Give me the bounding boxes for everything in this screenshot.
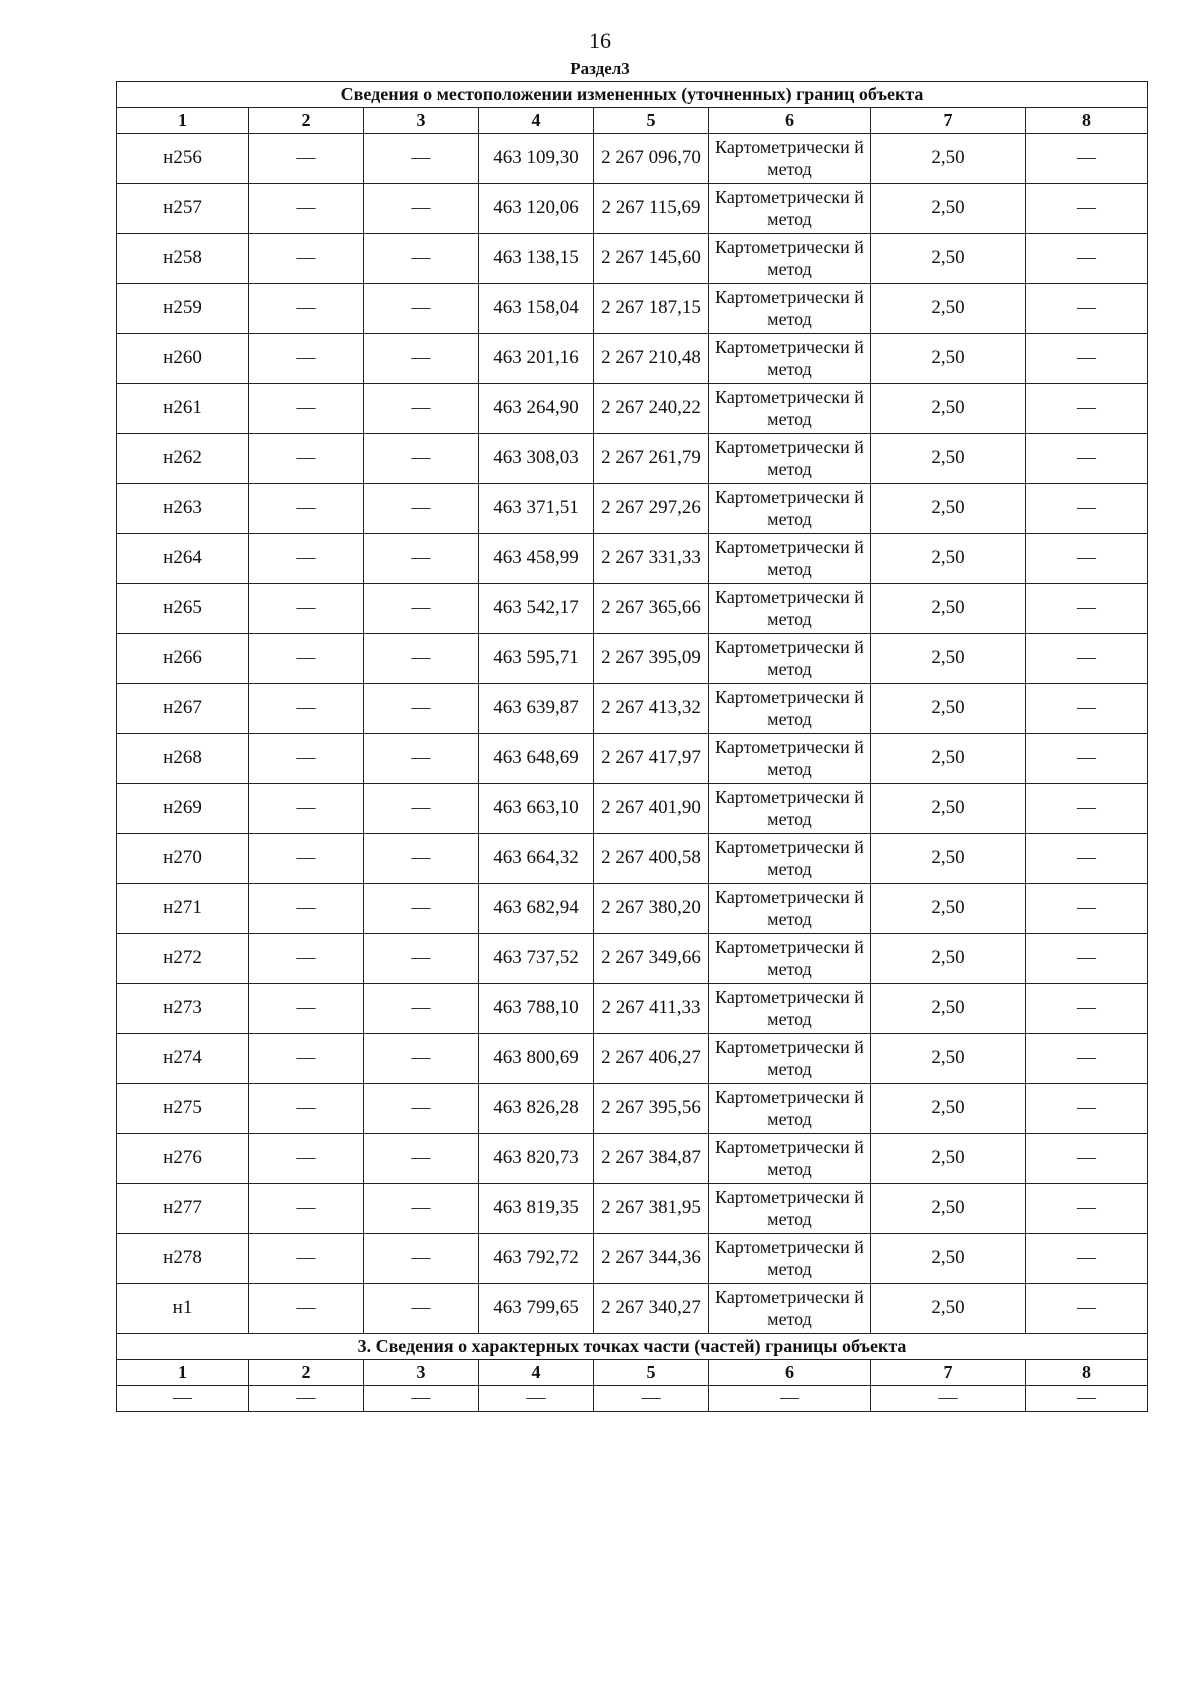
method-cell: Картометрически й метод [709,584,871,634]
col-number: 3 [364,108,479,134]
accuracy-cell: 2,50 [871,1284,1026,1334]
empty-cell: — [364,1284,479,1334]
accuracy-cell: 2,50 [871,484,1026,534]
x-coordinate-cell: 463 308,03 [479,434,594,484]
empty-cell: — [249,834,364,884]
x-coordinate-cell: 463 595,71 [479,634,594,684]
method-cell: Картометрически й метод [709,184,871,234]
y-coordinate-cell: 2 267 340,27 [594,1284,709,1334]
empty-cell: — [364,234,479,284]
empty-cell: — [364,1386,479,1412]
point-cell: н269 [117,784,249,834]
table-row [117,484,1148,534]
point-cell: н261 [117,384,249,434]
col-number: 5 [594,1360,709,1386]
point-cell: н276 [117,1134,249,1184]
point-cell: н259 [117,284,249,334]
table-row [117,1034,1148,1084]
empty-cell: — [709,1386,871,1412]
y-coordinate-cell: 2 267 145,60 [594,234,709,284]
y-coordinate-cell: 2 267 297,26 [594,484,709,534]
y-coordinate-cell: 2 267 384,87 [594,1134,709,1184]
empty-cell: — [249,1134,364,1184]
empty-cell: — [364,534,479,584]
col-number: 7 [871,108,1026,134]
empty-cell: — [249,934,364,984]
table-row [117,1234,1148,1284]
empty-cell: — [249,984,364,1034]
col-number: 2 [249,1360,364,1386]
method-cell: Картометрически й метод [709,484,871,534]
method-cell: Картометрически й метод [709,1134,871,1184]
empty-cell: — [249,784,364,834]
method-cell: Картометрически й метод [709,784,871,834]
col-number: 2 [249,108,364,134]
table-row [117,784,1148,834]
table-row [117,834,1148,884]
empty-cell: — [249,434,364,484]
col-number: 4 [479,108,594,134]
point-cell: н264 [117,534,249,584]
empty-cell: — [249,884,364,934]
empty-cell: — [364,1134,479,1184]
col-number: 3 [364,1360,479,1386]
empty-cell: — [249,1184,364,1234]
method-cell: Картометрически й метод [709,984,871,1034]
method-cell: Картометрически й метод [709,134,871,184]
x-coordinate-cell: 463 458,99 [479,534,594,584]
page-number: 16 [589,28,611,53]
table-row [117,934,1148,984]
y-coordinate-cell: 2 267 400,58 [594,834,709,884]
table1-column-numbers [117,108,1148,134]
empty-cell: — [1026,634,1148,684]
table-row [117,984,1148,1034]
table-row [117,334,1148,384]
x-coordinate-cell: 463 371,51 [479,484,594,534]
table-row [117,134,1148,184]
empty-cell: — [1026,334,1148,384]
table-row [117,434,1148,484]
method-cell: Картометрически й метод [709,934,871,984]
table-row [117,284,1148,334]
x-coordinate-cell: 463 682,94 [479,884,594,934]
empty-cell: — [1026,484,1148,534]
empty-cell: — [364,984,479,1034]
empty-cell: — [249,1386,364,1412]
point-cell: н272 [117,934,249,984]
method-cell: Картометрически й метод [709,1184,871,1234]
empty-cell: — [364,734,479,784]
point-cell: н271 [117,884,249,934]
empty-cell: — [871,1386,1026,1412]
accuracy-cell: 2,50 [871,1234,1026,1284]
accuracy-cell: 2,50 [871,584,1026,634]
point-cell: н273 [117,984,249,1034]
empty-cell: — [249,584,364,634]
empty-cell: — [1026,1234,1148,1284]
accuracy-cell: 2,50 [871,934,1026,984]
col-number: 8 [1026,108,1148,134]
method-cell: Картометрически й метод [709,384,871,434]
empty-cell: — [1026,584,1148,634]
empty-cell: — [1026,434,1148,484]
y-coordinate-cell: 2 267 261,79 [594,434,709,484]
x-coordinate-cell: 463 819,35 [479,1184,594,1234]
table-row [117,1134,1148,1184]
accuracy-cell: 2,50 [871,1134,1026,1184]
empty-cell: — [1026,1386,1148,1412]
x-coordinate-cell: 463 138,15 [479,234,594,284]
x-coordinate-cell: 463 542,17 [479,584,594,634]
empty-cell: — [249,534,364,584]
accuracy-cell: 2,50 [871,834,1026,884]
x-coordinate-cell: 463 201,16 [479,334,594,384]
x-coordinate-cell: 463 799,65 [479,1284,594,1334]
empty-cell: — [249,634,364,684]
x-coordinate-cell: 463 788,10 [479,984,594,1034]
x-coordinate-cell: 463 639,87 [479,684,594,734]
method-cell: Картометрически й метод [709,1084,871,1134]
method-cell: Картометрически й метод [709,684,871,734]
table-row [117,1084,1148,1134]
x-coordinate-cell: 463 820,73 [479,1134,594,1184]
y-coordinate-cell: 2 267 349,66 [594,934,709,984]
empty-cell: — [249,1084,364,1134]
method-cell: Картометрически й метод [709,434,871,484]
empty-cell: — [364,934,479,984]
accuracy-cell: 2,50 [871,784,1026,834]
empty-cell: — [249,284,364,334]
x-coordinate-cell: 463 648,69 [479,734,594,784]
accuracy-cell: 2,50 [871,684,1026,734]
accuracy-cell: 2,50 [871,284,1026,334]
empty-cell: — [364,584,479,634]
y-coordinate-cell: 2 267 406,27 [594,1034,709,1084]
method-cell: Картометрически й метод [709,1034,871,1084]
empty-cell: — [1026,284,1148,334]
empty-cell: — [364,784,479,834]
coordinates-table [116,81,1148,1412]
empty-cell: — [1026,934,1148,984]
accuracy-cell: 2,50 [871,984,1026,1034]
table-row [117,1184,1148,1234]
col-number: 8 [1026,1360,1148,1386]
x-coordinate-cell: 463 663,10 [479,784,594,834]
empty-cell: — [249,484,364,534]
col-number: 6 [709,108,871,134]
y-coordinate-cell: 2 267 395,56 [594,1084,709,1134]
y-coordinate-cell: 2 267 411,33 [594,984,709,1034]
empty-cell: — [364,484,479,534]
method-cell: Картометрически й метод [709,334,871,384]
x-coordinate-cell: 463 800,69 [479,1034,594,1084]
empty-cell: — [364,334,479,384]
empty-cell: — [1026,984,1148,1034]
empty-cell: — [249,234,364,284]
col-number: 1 [117,108,249,134]
y-coordinate-cell: 2 267 240,22 [594,384,709,434]
col-number: 1 [117,1360,249,1386]
x-coordinate-cell: 463 792,72 [479,1234,594,1284]
point-cell: н265 [117,584,249,634]
y-coordinate-cell: 2 267 331,33 [594,534,709,584]
table-row [117,184,1148,234]
empty-cell: — [594,1386,709,1412]
empty-cell: — [249,184,364,234]
accuracy-cell: 2,50 [871,634,1026,684]
accuracy-cell: 2,50 [871,234,1026,284]
empty-cell: — [364,384,479,434]
empty-cell: — [1026,1284,1148,1334]
col-number: 7 [871,1360,1026,1386]
empty-cell: — [364,834,479,884]
col-number: 6 [709,1360,871,1386]
empty-cell: — [249,1284,364,1334]
empty-cell: — [1026,1034,1148,1084]
point-cell: н260 [117,334,249,384]
empty-cell: — [1026,1084,1148,1134]
table1-title: Сведения о местоположении измененных (уточненных) границ объекта [117,82,1148,108]
table-row [117,634,1148,684]
y-coordinate-cell: 2 267 187,15 [594,284,709,334]
empty-cell: — [1026,734,1148,784]
empty-cell: — [364,684,479,734]
table-row [117,734,1148,784]
empty-cell: — [1026,134,1148,184]
y-coordinate-cell: 2 267 344,36 [594,1234,709,1284]
empty-cell: — [1026,534,1148,584]
accuracy-cell: 2,50 [871,334,1026,384]
point-cell: н263 [117,484,249,534]
empty-cell: — [249,384,364,434]
empty-cell: — [249,334,364,384]
accuracy-cell: 2,50 [871,384,1026,434]
method-cell: Картометрически й метод [709,734,871,784]
accuracy-cell: 2,50 [871,884,1026,934]
section-title: Раздел3 [570,59,630,78]
point-cell: н1 [117,1284,249,1334]
point-cell: н258 [117,234,249,284]
table-row [117,234,1148,284]
table-row [117,584,1148,634]
point-cell: н256 [117,134,249,184]
empty-cell: — [249,134,364,184]
empty-cell: — [1026,234,1148,284]
accuracy-cell: 2,50 [871,434,1026,484]
y-coordinate-cell: 2 267 365,66 [594,584,709,634]
y-coordinate-cell: 2 267 395,09 [594,634,709,684]
x-coordinate-cell: 463 664,32 [479,834,594,884]
point-cell: н262 [117,434,249,484]
point-cell: н266 [117,634,249,684]
empty-cell: — [1026,684,1148,734]
y-coordinate-cell: 2 267 381,95 [594,1184,709,1234]
empty-cell: — [1026,834,1148,884]
y-coordinate-cell: 2 267 115,69 [594,184,709,234]
empty-cell: — [364,1184,479,1234]
method-cell: Картометрически й метод [709,284,871,334]
y-coordinate-cell: 2 267 413,32 [594,684,709,734]
table-body [117,82,1148,1412]
accuracy-cell: 2,50 [871,184,1026,234]
empty-cell: — [249,684,364,734]
y-coordinate-cell: 2 267 380,20 [594,884,709,934]
table2-title: 3. Сведения о характерных точках части (частей) границы объекта [117,1334,1148,1360]
y-coordinate-cell: 2 267 417,97 [594,734,709,784]
x-coordinate-cell: 463 737,52 [479,934,594,984]
empty-cell: — [117,1386,249,1412]
table-row [117,384,1148,434]
table2-empty-row [117,1386,1148,1412]
empty-cell: — [249,1234,364,1284]
empty-cell: — [1026,1134,1148,1184]
x-coordinate-cell: 463 120,06 [479,184,594,234]
empty-cell: — [1026,184,1148,234]
accuracy-cell: 2,50 [871,1084,1026,1134]
col-number: 5 [594,108,709,134]
empty-cell: — [249,734,364,784]
method-cell: Картометрически й метод [709,884,871,934]
empty-cell: — [1026,1184,1148,1234]
empty-cell: — [364,884,479,934]
x-coordinate-cell: 463 158,04 [479,284,594,334]
empty-cell: — [364,1234,479,1284]
method-cell: Картометрически й метод [709,1234,871,1284]
empty-cell: — [1026,784,1148,834]
point-cell: н270 [117,834,249,884]
empty-cell: — [364,634,479,684]
y-coordinate-cell: 2 267 096,70 [594,134,709,184]
point-cell: н257 [117,184,249,234]
empty-cell: — [249,1034,364,1084]
empty-cell: — [479,1386,594,1412]
empty-cell: — [1026,384,1148,434]
point-cell: н268 [117,734,249,784]
empty-cell: — [364,134,479,184]
table-row [117,1284,1148,1334]
empty-cell: — [364,284,479,334]
empty-cell: — [364,1034,479,1084]
method-cell: Картометрически й метод [709,234,871,284]
accuracy-cell: 2,50 [871,734,1026,784]
accuracy-cell: 2,50 [871,1034,1026,1084]
table-row [117,684,1148,734]
point-cell: н277 [117,1184,249,1234]
method-cell: Картометрически й метод [709,534,871,584]
y-coordinate-cell: 2 267 401,90 [594,784,709,834]
col-number: 4 [479,1360,594,1386]
x-coordinate-cell: 463 826,28 [479,1084,594,1134]
accuracy-cell: 2,50 [871,1184,1026,1234]
point-cell: н278 [117,1234,249,1284]
method-cell: Картометрически й метод [709,834,871,884]
accuracy-cell: 2,50 [871,534,1026,584]
y-coordinate-cell: 2 267 210,48 [594,334,709,384]
method-cell: Картометрически й метод [709,634,871,684]
point-cell: н267 [117,684,249,734]
empty-cell: — [364,1084,479,1134]
point-cell: н275 [117,1084,249,1134]
empty-cell: — [364,434,479,484]
x-coordinate-cell: 463 264,90 [479,384,594,434]
point-cell: н274 [117,1034,249,1084]
accuracy-cell: 2,50 [871,134,1026,184]
empty-cell: — [1026,884,1148,934]
empty-cell: — [364,184,479,234]
table-row [117,534,1148,584]
table2-column-numbers [117,1360,1148,1386]
method-cell: Картометрически й метод [709,1284,871,1334]
table-row [117,884,1148,934]
x-coordinate-cell: 463 109,30 [479,134,594,184]
